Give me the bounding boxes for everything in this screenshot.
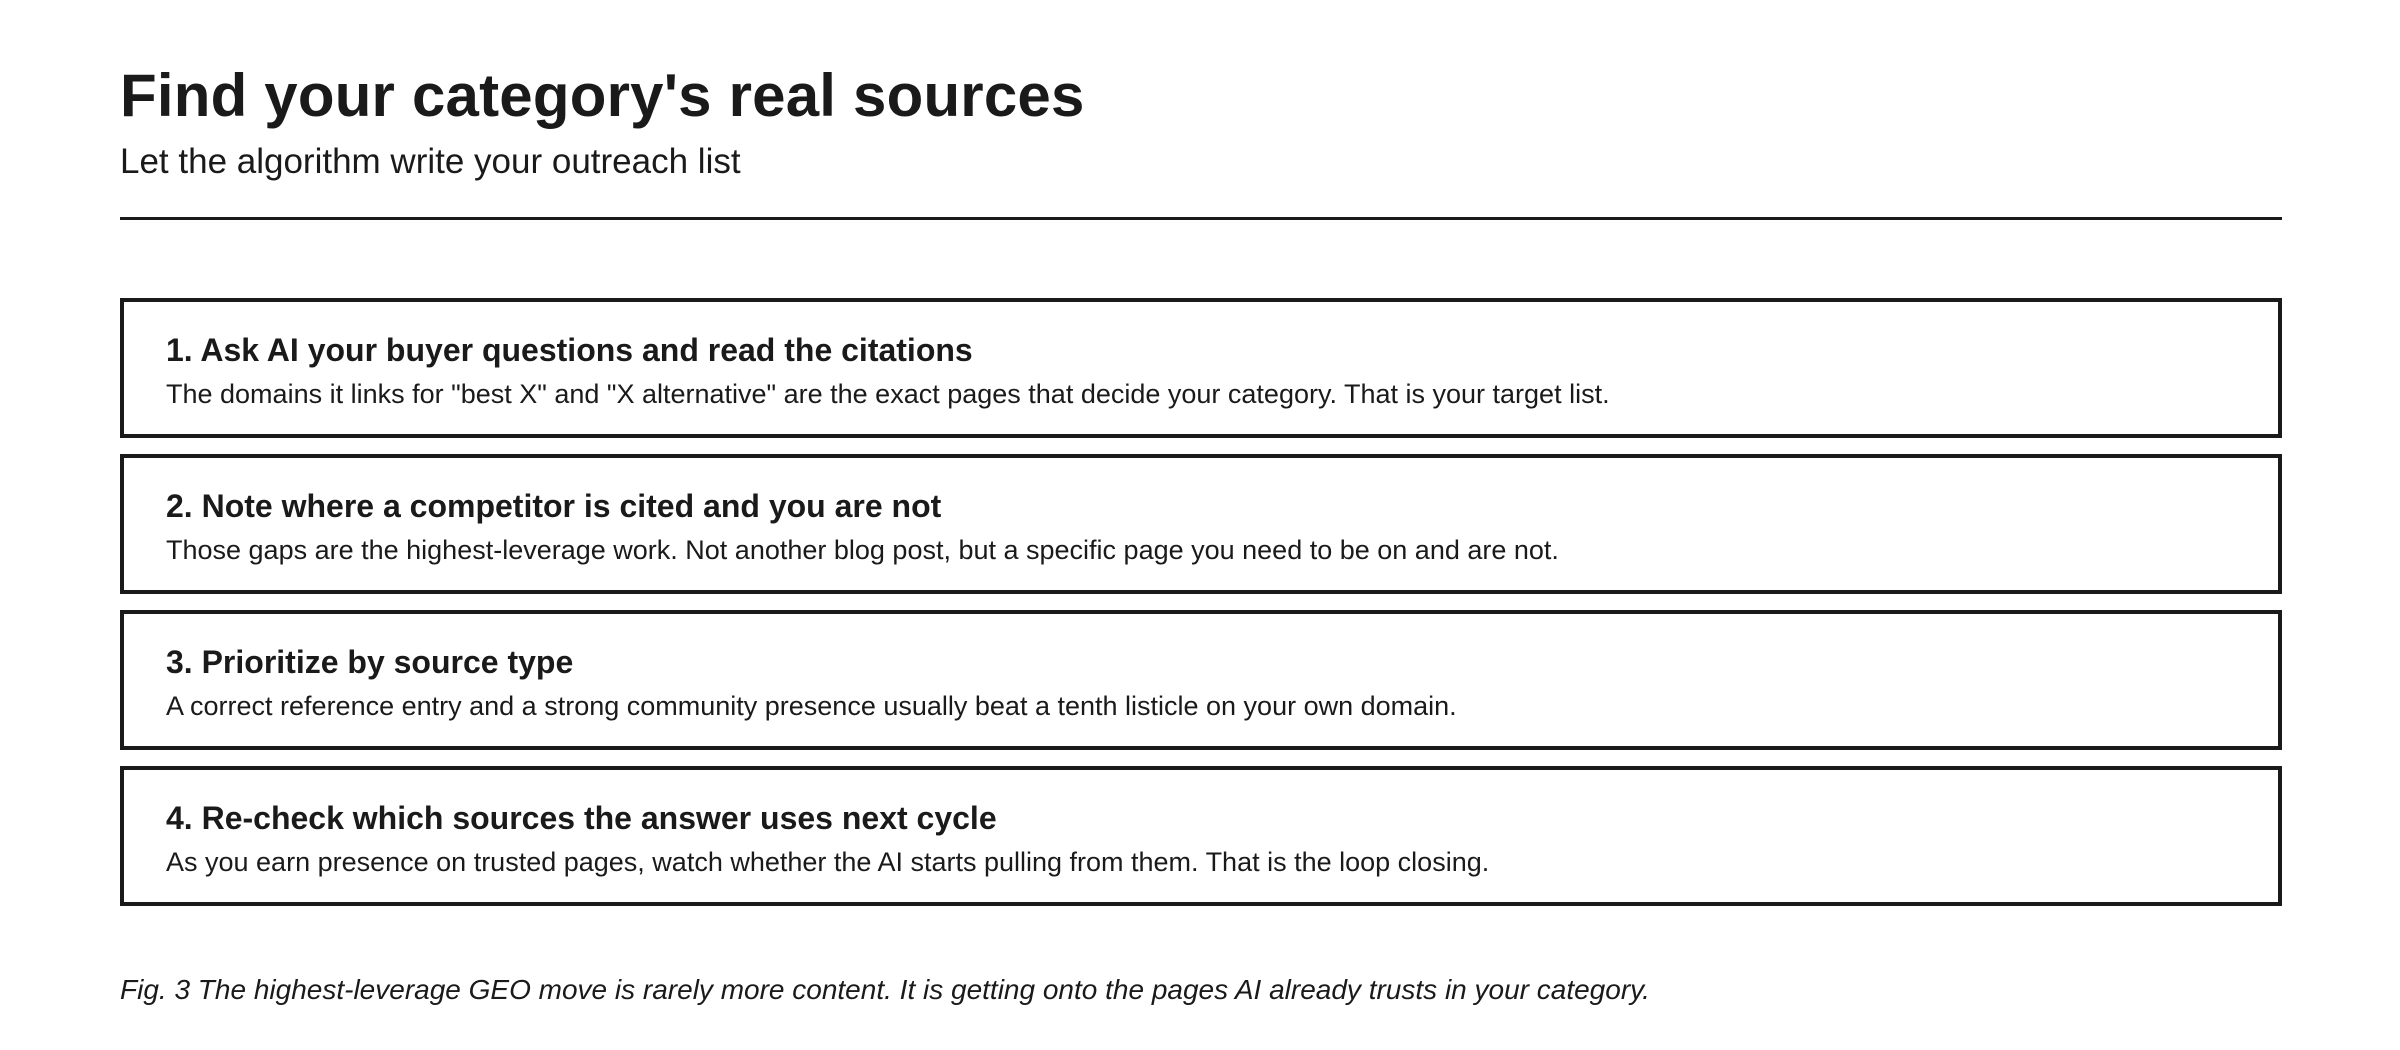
step-title: 4. Re-check which sources the answer uses next cycle	[166, 800, 997, 836]
step-card-3	[120, 610, 2282, 750]
page-subtitle: Let the algorithm write your outreach list	[120, 142, 741, 181]
step-card-2	[120, 454, 2282, 594]
page-title: Find your category's real sources	[120, 62, 1085, 129]
figure-caption: Fig. 3 The highest-leverage GEO move is rarely more content. It is getting onto the pages AI already trusts in your category.	[120, 974, 1650, 1005]
step-card-4	[120, 766, 2282, 906]
header-divider	[120, 217, 2282, 220]
step-description: The domains it links for "best X" and "X alternative" are the exact pages that decide your category. That is your target list.	[166, 379, 1610, 409]
step-title: 3. Prioritize by source type	[166, 644, 574, 680]
step-description: Those gaps are the highest-leverage work. Not another blog post, but a specific page you need to be on and are not.	[166, 535, 1559, 565]
step-card-1	[120, 298, 2282, 438]
step-title: 2. Note where a competitor is cited and you are not	[166, 488, 942, 524]
steps-list	[120, 298, 2282, 922]
step-description: As you earn presence on trusted pages, watch whether the AI starts pulling from them. That is the loop closing.	[166, 847, 1490, 877]
step-title: 1. Ask AI your buyer questions and read the citations	[166, 332, 973, 368]
step-description: A correct reference entry and a strong community presence usually beat a tenth listicle on your own domain.	[166, 691, 1457, 721]
